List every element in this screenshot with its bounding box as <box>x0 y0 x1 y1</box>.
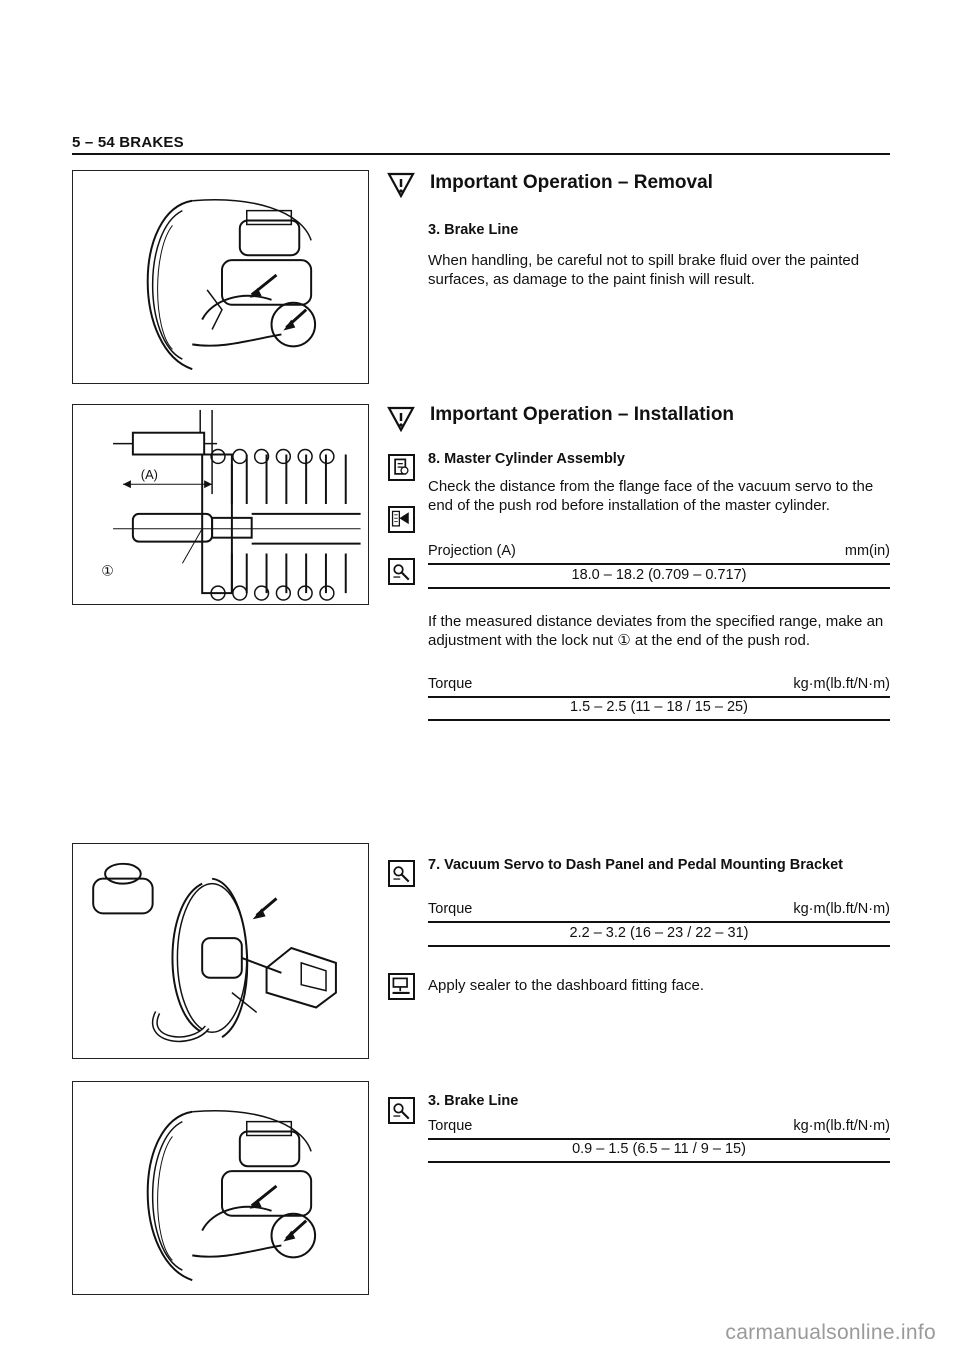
inspection-icon <box>388 454 415 481</box>
spec-rule <box>428 696 890 698</box>
spec-rule <box>428 1138 890 1140</box>
spec-rule <box>428 587 890 589</box>
torque-unit: kg·m(lb.ft/N·m) <box>793 1118 890 1134</box>
torque-wrench-icon <box>388 860 415 887</box>
spec-rule <box>428 719 890 721</box>
torque-label: Torque <box>428 1118 473 1134</box>
header-rule <box>72 153 890 155</box>
sealer-icon <box>388 973 415 1000</box>
measure-icon <box>388 506 415 533</box>
spec-rule <box>428 1161 890 1163</box>
lock-nut-text: If the measured distance deviates from the specified range, make an adjustment with the lock nut ① at the end of the push rod. <box>428 613 884 649</box>
torque-wrench-icon <box>388 558 415 585</box>
projection-spec-row <box>428 543 890 559</box>
figure-push-rod-projection <box>72 404 369 605</box>
torque-unit: kg·m(lb.ft/N·m) <box>793 676 890 692</box>
spec-rule <box>428 945 890 947</box>
removal-text: When handling, be careful not to spill brake fluid over the painted surfaces, as damage to the paint finish will result. <box>428 252 860 288</box>
spec-rule <box>428 921 890 923</box>
projection-value: 18.0 – 18.2 (0.709 – 0.717) <box>571 567 747 583</box>
watermark: carmanualsonline.info <box>725 1321 936 1344</box>
figure-vacuum-servo-mounting <box>72 843 369 1059</box>
figure-brake-line-install <box>72 1081 369 1295</box>
torque-value: 1.5 – 2.5 (11 – 18 / 15 – 25) <box>570 699 748 715</box>
figure-label-a: (A) <box>140 467 158 483</box>
installation-heading: Important Operation – Installation <box>430 404 735 425</box>
warning-triangle-icon <box>387 406 415 432</box>
installation-text: Check the distance from the flange face of the vacuum servo to the end of the push rod before installation of the master cylinder. <box>428 478 874 514</box>
installation-item-title: 8. Master Cylinder Assembly <box>428 451 625 467</box>
projection-unit: mm(in) <box>844 543 890 559</box>
brake-line-item-title: 3. Brake Line <box>428 1093 519 1109</box>
brake-line-torque-row <box>428 1118 890 1134</box>
brake-line-torque-value: 0.9 – 1.5 (6.5 – 11 / 9 – 15) <box>572 1141 746 1157</box>
vacuum-servo-torque-row <box>428 901 890 917</box>
warning-triangle-icon <box>387 172 415 198</box>
torque-wrench-icon <box>388 1097 415 1124</box>
torque-spec-row <box>428 676 890 692</box>
vacuum-servo-item-title: 7. Vacuum Servo to Dash Panel and Pedal Mounting Bracket <box>428 857 843 873</box>
torque-label: Torque <box>428 676 473 692</box>
removal-item-title: 3. Brake Line <box>428 222 519 238</box>
projection-label: Projection (A) <box>428 543 516 559</box>
figure-brake-line-removal <box>72 170 369 384</box>
torque-unit: kg·m(lb.ft/N·m) <box>793 901 890 917</box>
page-header: 5 – 54 BRAKES <box>72 134 184 151</box>
vacuum-servo-torque-value: 2.2 – 3.2 (16 – 23 / 22 – 31) <box>569 925 749 941</box>
removal-heading: Important Operation – Removal <box>430 172 713 193</box>
spec-rule <box>428 563 890 565</box>
figure-label-lock-nut: ① <box>101 562 114 579</box>
torque-label: Torque <box>428 901 473 917</box>
sealer-text: Apply sealer to the dashboard fitting face. <box>428 977 705 994</box>
